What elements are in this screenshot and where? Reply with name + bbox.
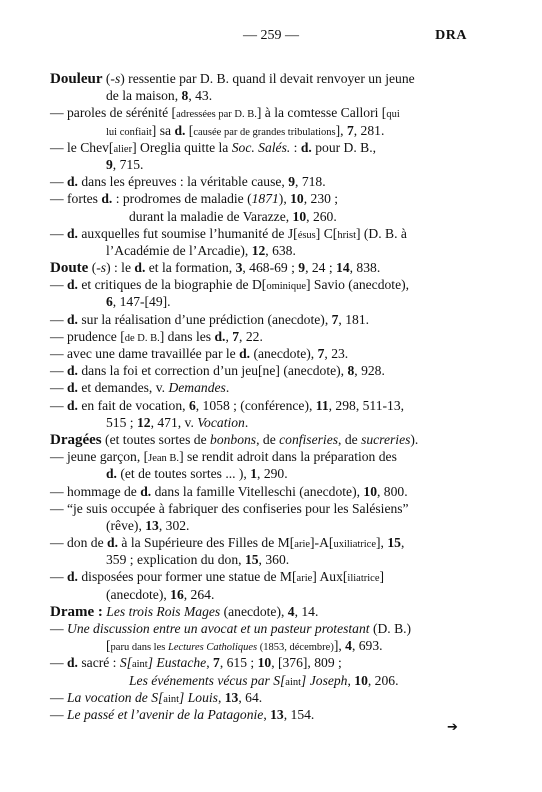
continuation-line: 515 ; 12, 471, v. Vocation.	[106, 414, 249, 430]
cross-reference-link[interactable]: Demandes	[168, 380, 226, 396]
sub-entry: — jeune garçon, [Jean B.] se rendit adroit dans la préparation des	[50, 449, 397, 465]
continuation-line: (rêve), 13, 302.	[106, 517, 190, 533]
page-number: — 259 —	[243, 28, 299, 43]
headword-drame: Drame :	[50, 603, 103, 620]
cross-reference-link[interactable]: Vocation	[197, 414, 245, 430]
sub-entry: — paroles de sérénité [adressées par D. B.] à la comtesse Callori [qui	[50, 105, 400, 121]
sub-entry: — d. sur la réalisation d’une prédiction (anecdote), 7, 181.	[50, 311, 370, 327]
entry-dragees-line: Dragées (et toutes sortes de bonbons, de confiseries, de sucreries).	[50, 431, 419, 448]
continuation-line: Les événements vécus par S[aint] Joseph, 10, 206.	[129, 672, 399, 688]
continuation-line: 6, 147-[49].	[106, 294, 171, 310]
sub-entry: — “je suis occupée à fabriquer des confiseries pour les Salésiens”	[50, 500, 409, 516]
page-header	[0, 28, 542, 48]
continuation-line: lui confiait] sa d. [causée par de grandes tribulations], 7, 281.	[106, 122, 385, 138]
sub-entry: — d. en fait de vocation, 6, 1058 ; (conférence), 11, 298, 511-13,	[50, 397, 405, 413]
entry-douleur-line: Douleur (-s) ressentie par D. B. quand il devait renvoyer un jeune	[50, 71, 415, 87]
entry-doute-line: Doute (-s) : le d. et la formation, 3, 468-69 ; 9, 24 ; 14, 838.	[50, 260, 381, 277]
sub-entry: — Une discussion entre un avocat et un pasteur protestant (D. B.)	[50, 621, 412, 636]
sub-entry: — d. disposées pour former une statue de M[arie] Aux[iliatrice]	[50, 569, 385, 585]
sub-entry: — avec une dame travaillée par le d. (anecdote), 7, 23.	[50, 346, 349, 361]
sub-entry: — d. dans la foi et correction d’un jeu[ne] (anecdote), 8, 928.	[50, 363, 385, 379]
sub-entry: — d. et critiques de la biographie de D[ominique] Savio (anecdote),	[50, 277, 410, 293]
entry-drame-line: Drame : Les trois Rois Mages (anecdote), 4, 14.	[50, 603, 319, 620]
running-head: DRA	[435, 28, 467, 43]
continuation-arrow-icon: ➔	[447, 720, 458, 735]
headword-doute: Doute	[50, 260, 89, 277]
headword-dragees: Dragées	[50, 431, 102, 448]
sub-entry: — fortes d. : prodromes de maladie (1871), 10, 230 ;	[50, 191, 339, 207]
sub-entry: — prudence [de D. B.] dans les d., 7, 22.	[50, 328, 263, 344]
continuation-line: l’Académie de l’Arcadie), 12, 638.	[106, 242, 296, 258]
headword-douleur: Douleur	[50, 71, 103, 87]
sub-entry: — don de d. à la Supérieure des Filles de M[arie]-A[uxiliatrice], 15,	[50, 535, 405, 551]
sub-entry: — hommage de d. dans la famille Vitelleschi (anecdote), 10, 800.	[50, 483, 408, 499]
sub-entry: — Le passé et l’avenir de la Patagonie, 13, 154.	[50, 706, 315, 722]
continuation-line: [paru dans les Lectures Catholiques (1853, décembre)], 4, 693.	[106, 638, 383, 654]
continuation-line: 359 ; explication du don, 15, 360.	[106, 552, 290, 568]
sub-entry: — d. dans les épreuves : la véritable cause, 9, 718.	[50, 174, 326, 190]
continuation-line: (anecdote), 16, 264.	[106, 586, 215, 602]
sub-entry: — d. et demandes, v. Demandes.	[50, 380, 230, 396]
continuation-line: 9, 715.	[106, 156, 144, 172]
continuation-line: d. (et de toutes sortes ... ), 1, 290.	[106, 466, 288, 482]
sub-entry: — le Chev[alier] Oreglia quitte la Soc. Salés. : d. pour D. B.,	[50, 139, 377, 155]
sub-entry: — d. sacré : S[aint] Eustache, 7, 615 ; 10, [376], 809 ;	[50, 655, 342, 671]
sub-entry: — d. auxquelles fut soumise l’humanité de J[ésus] C[hrist] (D. B. à	[50, 225, 407, 241]
continuation-line: de la maison, 8, 43.	[106, 88, 213, 104]
sub-entry: — La vocation de S[aint] Louis, 13, 64.	[50, 689, 263, 705]
index-content	[50, 70, 470, 723]
continuation-line: durant la maladie de Varazze, 10, 260.	[129, 208, 337, 224]
